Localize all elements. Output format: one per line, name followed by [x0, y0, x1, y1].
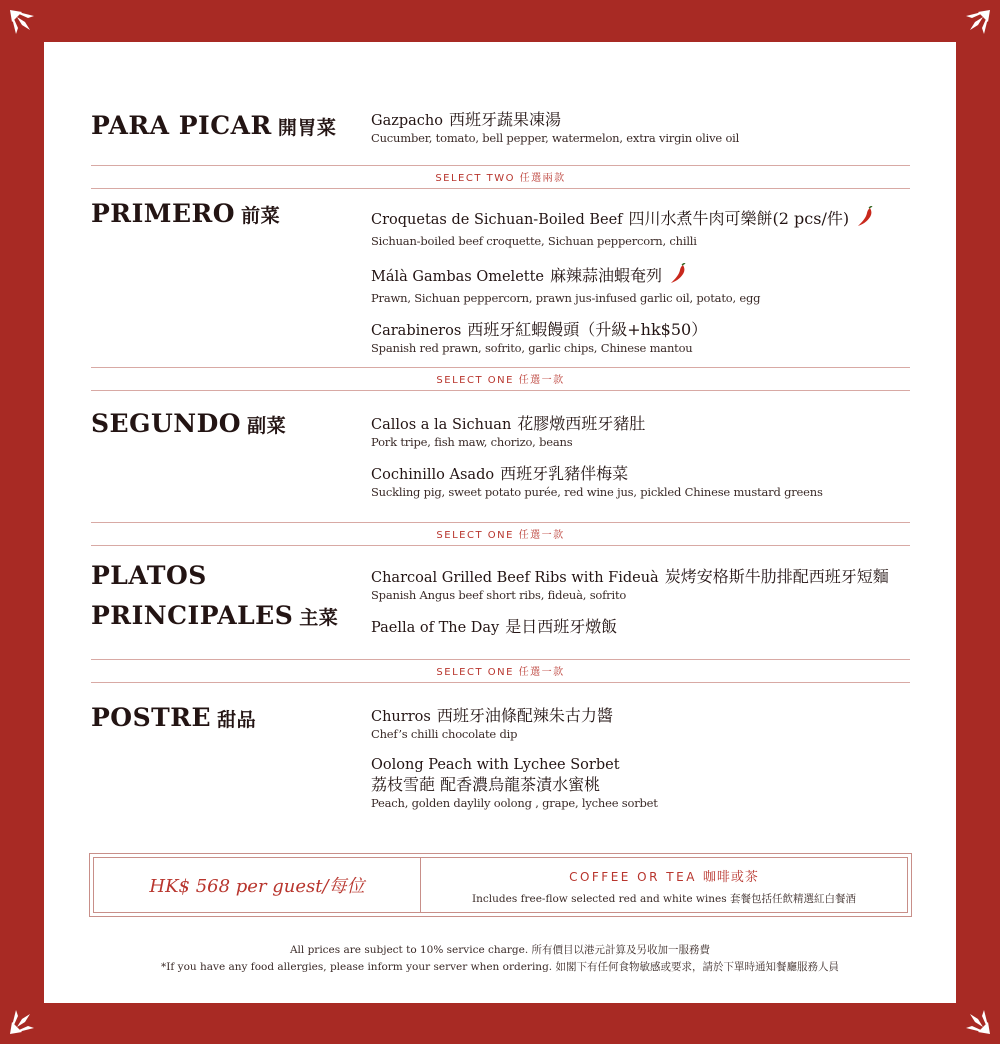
section-title-en-line1: PLATOS — [91, 561, 207, 590]
item-description: Pork tripe, fish maw, chorizo, beans — [371, 435, 573, 449]
item-description: Spanish red prawn, sofrito, garlic chips, Chinese mantou — [371, 341, 693, 355]
menu-item — [371, 414, 911, 450]
divider-label: SELECT ONE 任選一款 — [436, 375, 565, 386]
corner-ornament-icon — [8, 8, 38, 38]
item-name-zh: 西班牙油條配辣朱古力醬 — [436, 706, 613, 725]
price-per-guest: HK$ 568 per guest/每位 — [94, 858, 421, 912]
price-box — [89, 853, 912, 917]
divider-select-one — [91, 367, 910, 391]
coffee-or-tea-zh: 咖啡或茶 — [702, 870, 759, 885]
section-title-zh: 前菜 — [241, 205, 281, 227]
item-name-zh: 炭烤安格斯牛肋排配西班牙短麵 — [664, 567, 889, 586]
chili-icon — [668, 263, 688, 291]
corner-ornament-icon — [962, 1006, 992, 1036]
menu-item — [371, 617, 911, 638]
item-name-en: Carabineros — [371, 323, 462, 339]
divider-select-one — [91, 659, 910, 683]
section-title — [91, 556, 338, 638]
item-name-en: Paella of The Day — [371, 620, 500, 636]
item-description: Sichuan-boiled beef croquette, Sichuan peppercorn, chilli — [371, 234, 697, 248]
menu-item — [371, 110, 911, 146]
section-title-en: POSTRE — [91, 703, 212, 732]
section-title — [91, 106, 336, 148]
section-title-zh: 開胃菜 — [277, 117, 337, 139]
item-name-en: Croquetas de Sichuan-Boiled Beef — [371, 212, 623, 228]
item-name-en: Callos a la Sichuan — [371, 417, 512, 433]
item-description: Prawn, Sichuan peppercorn, prawn jus-infused garlic oil, potato, egg — [371, 291, 761, 305]
divider-select-two — [91, 165, 910, 189]
item-name-en: Oolong Peach with Lychee Sorbet — [371, 757, 620, 773]
corner-ornament-icon — [962, 8, 992, 38]
section-title-en: PARA PICAR — [91, 111, 272, 140]
menu-item — [371, 206, 911, 249]
coffee-or-tea-en: COFFEE OR TEA — [569, 870, 697, 884]
item-name-zh: 花膠燉西班牙豬肚 — [517, 414, 646, 433]
menu-page — [44, 42, 956, 1003]
divider-select-one — [91, 522, 910, 546]
item-name-zh: 麻辣蒜油蝦奄列 — [550, 266, 663, 285]
item-name-en: Gazpacho — [371, 113, 443, 129]
footer-notes — [44, 942, 956, 976]
service-charge-note: All prices are subject to 10% service charge. 所有價目以港元計算及另收加一服務費 — [289, 944, 711, 956]
item-name-en: Charcoal Grilled Beef Ribs with Fideuà — [371, 570, 659, 586]
divider-label: SELECT TWO 任選兩款 — [435, 173, 566, 184]
chili-icon — [855, 206, 875, 234]
menu-item — [371, 263, 911, 306]
divider-label: SELECT ONE 任選一款 — [436, 667, 565, 678]
section-title-zh: 主菜 — [299, 607, 339, 629]
item-name-zh: 四川水煮牛肉可樂餅(2 pcs/件) — [628, 209, 850, 228]
item-description: Peach, golden daylily oolong , grape, lychee sorbet — [371, 796, 658, 810]
menu-item — [371, 320, 911, 356]
item-description: Cucumber, tomato, bell pepper, watermelon, extra virgin olive oil — [371, 131, 740, 145]
menu-item — [371, 756, 911, 811]
section-title — [91, 404, 286, 446]
wine-info: Includes free-flow selected red and white wines 套餐包括任飲精選紅白餐酒 — [472, 893, 856, 905]
section-title-en: PRIMERO — [91, 199, 236, 228]
item-name-en: Málà Gambas Omelette — [371, 269, 545, 285]
item-name-zh: 是日西班牙燉飯 — [505, 617, 618, 636]
divider-label: SELECT ONE 任選一款 — [436, 530, 565, 541]
item-name-zh: 西班牙紅蝦饅頭（升級+hk$50） — [467, 320, 708, 339]
allergy-note: *If you have any food allergies, please inform your server when ordering. 如閣下有任何食物敏感或要求，請於下單時通知餐廳服務人員 — [161, 961, 839, 973]
item-name-zh: 西班牙蔬果凍湯 — [448, 110, 561, 129]
corner-ornament-icon — [8, 1006, 38, 1036]
section-title — [91, 194, 280, 236]
item-name-en: Cochinillo Asado — [371, 467, 495, 483]
item-description: Spanish Angus beef short ribs, fideuà, sofrito — [371, 588, 627, 602]
beverage-info — [421, 858, 907, 912]
menu-item — [371, 464, 911, 500]
section-title-en: SEGUNDO — [91, 409, 242, 438]
menu-item — [371, 706, 911, 742]
section-title-zh: 甜品 — [217, 709, 257, 731]
item-description: Chef’s chilli chocolate dip — [371, 727, 518, 741]
item-name-zh: 西班牙乳豬伴梅菜 — [500, 464, 629, 483]
item-name-zh: 荔枝雪葩 配香濃烏龍茶漬水蜜桃 — [371, 775, 601, 794]
section-title — [91, 698, 256, 740]
item-name-en: Churros — [371, 709, 431, 725]
section-title-zh: 副菜 — [247, 415, 287, 437]
menu-item — [371, 567, 911, 603]
item-description: Suckling pig, sweet potato purée, red wine jus, pickled Chinese mustard greens — [371, 485, 823, 499]
section-title-en-line2: PRINCIPALES — [91, 601, 294, 630]
